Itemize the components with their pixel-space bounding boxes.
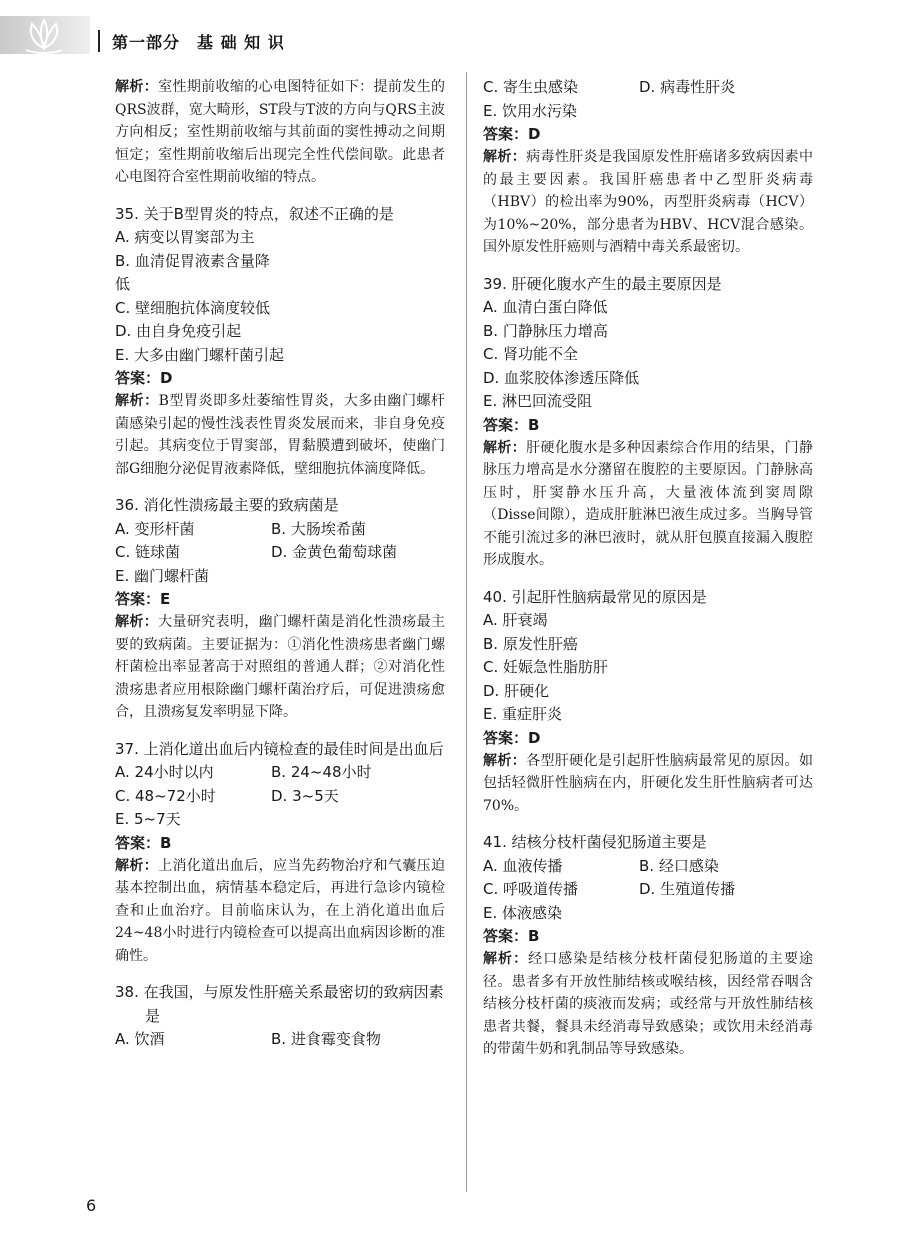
explanation-label: 解析： (483, 439, 527, 456)
explanation-label: 解析： (483, 752, 527, 769)
option-row (483, 390, 813, 414)
explanation-text: 病毒性肝炎是我国原发性肝癌诸多致病因素中的最主要因素。我国肝癌患者中乙型肝炎病毒（HBV）的检出率为90%，丙型肝炎病毒（HCV）为10%~20%，部分患者为HBV、HCV混合感染。国外原发性肝癌则与酒精中毒关系最密切。 (483, 149, 814, 255)
answer: 答案：B (483, 927, 540, 945)
option: D. 3~5天 (271, 786, 339, 805)
option-row (115, 518, 445, 542)
option: D. 由自身免疫引起 (115, 322, 242, 340)
question-41 (483, 831, 813, 1061)
option-row (483, 902, 813, 926)
option: A. 变形杆菌 (115, 519, 195, 538)
logo-band (0, 16, 90, 54)
section-title: 第一部分 基 础 知 识 (112, 33, 285, 52)
option-row (483, 320, 813, 344)
explanation-block (115, 855, 445, 968)
option-row (483, 878, 813, 902)
option-row (115, 226, 445, 250)
option-row (115, 761, 445, 785)
question-stem: 35. 关于B型胃炎的特点，叙述不正确的是 (115, 204, 394, 223)
option-row (115, 1028, 445, 1052)
options (483, 855, 813, 926)
explanation-block (115, 76, 445, 189)
options (115, 226, 445, 367)
option-row (483, 855, 813, 879)
question-37 (115, 738, 445, 968)
question-36 (115, 494, 445, 724)
answer: 答案：B (115, 833, 172, 852)
explanation-text: 大量研究表明，幽门螺杆菌是消化性溃疡最主要的致病菌。主要证据为：①消化性溃疡患者幽门螺杆菌检出率显著高于对照组的普通人群；②对消化性溃疡患者应用根除幽门螺杆菌治疗后，可促进溃疡愈合，且溃疡复发率明显下降。 (115, 614, 446, 720)
answer: 答案：D (483, 125, 541, 143)
explanation-text: B型胃炎即多灶萎缩性胃炎，大多由幽门螺杆菌感染引起的慢性浅表性胃炎发展而来，非自身免疫引起。其病变位于胃窦部，胃黏膜遭到破坏，使幽门部G细胞分泌促胃液素降低，壁细胞抗体滴度降低。 (115, 393, 446, 477)
option-row (483, 656, 813, 680)
question-stem: 39. 肝硬化腹水产生的最主要原因是 (483, 274, 722, 293)
explanation-label: 解析： (483, 149, 527, 165)
explanation-label: 解析： (115, 79, 159, 95)
option: A. 血清白蛋白降低 (483, 298, 608, 316)
question-stem: 38. 在我国，与原发性肝癌关系最密切的致病因素是 (115, 983, 444, 1025)
option: C. 呼吸道传播 (483, 880, 579, 898)
option: C. 链球菌 (115, 543, 181, 561)
option: D. 血浆胶体渗透压降低 (483, 368, 640, 387)
option: E. 5~7天 (115, 810, 181, 828)
options (115, 1028, 445, 1052)
column-divider (466, 72, 467, 1192)
option: D. 肝硬化 (483, 681, 550, 700)
option: B. 24~48小时 (271, 763, 372, 781)
question-40 (483, 586, 813, 818)
explanation-label: 解析： (115, 614, 159, 630)
explanation-label: 解析： (483, 951, 529, 967)
option-row (115, 565, 445, 589)
question-35 (115, 203, 445, 481)
option: A. 血液传播 (483, 856, 563, 875)
page-number: 6 (86, 1196, 97, 1215)
question-stem: 41. 结核分枝杆菌侵犯肠道主要是 (483, 833, 707, 851)
explanation-text: 上消化道出血后，应当先药物治疗和气囊压迫基本控制出血，病情基本稳定后，再进行急诊内镜检查和止血治疗。目前临床认为，在上消化道出血后24~48小时进行内镜检查可以提高出血病因诊断的准确性。 (115, 857, 446, 964)
option: A. 饮酒 (115, 1030, 165, 1048)
header-divider (98, 30, 100, 52)
explanation-block (483, 146, 813, 259)
explanation-label: 解析： (115, 857, 159, 874)
question-39 (483, 273, 813, 572)
option: B. 门静脉压力增高 (483, 321, 608, 340)
question-38 (115, 981, 445, 1052)
explanation-block (483, 948, 813, 1061)
option: A. 肝衰竭 (483, 611, 548, 629)
explanation-text: 各型肝硬化是引起肝性脑病最常见的原因。如包括轻微肝性脑病在内，肝硬化发生肝性脑病者可达70%。 (483, 752, 814, 814)
options (115, 518, 445, 589)
option: E. 饮用水污染 (483, 101, 578, 120)
option: D. 生殖道传播 (639, 880, 736, 898)
options (483, 76, 813, 123)
question-38-continued (483, 76, 813, 259)
answer: 答案：E (115, 590, 171, 608)
option-row (115, 785, 445, 809)
question-stem: 40. 引起肝性脑病最常见的原因是 (483, 587, 707, 606)
options (483, 296, 813, 414)
option-row (115, 541, 445, 565)
explanation-text: 经口感染是结核分枝杆菌侵犯肠道的主要途径。患者多有开放性肺结核或喉结核，因经常吞咽含结核分枝杆菌的痰液而发病；或经常与开放性肺结核患者共餐，餐具未经消毒导致感染；或饮用未经消毒的带菌牛奶和乳制品等导致感染。 (483, 951, 814, 1057)
option: C. 肾功能不全 (483, 345, 579, 363)
option: A. 24小时以内 (115, 763, 214, 781)
option: B. 进食霉变食物 (271, 1030, 381, 1048)
question-stem: 36. 消化性溃疡最主要的致病菌是 (115, 496, 339, 514)
option: C. 寄生虫感染 (483, 78, 579, 96)
option-row (483, 76, 813, 100)
option: B. 大肠埃希菌 (271, 519, 366, 538)
answer: 答案：D (483, 728, 541, 747)
lotus-logo-icon (18, 14, 70, 56)
explanation-label: 解析： (115, 393, 159, 409)
option: B. 原发性肝癌 (483, 634, 578, 653)
option-row (483, 367, 813, 391)
option-row (483, 609, 813, 633)
option-row (115, 250, 445, 297)
left-column (115, 76, 445, 1052)
option: B. 血清促胃液素含量降低 (115, 251, 270, 293)
option: E. 体液感染 (483, 903, 563, 922)
option-row (483, 633, 813, 657)
options (483, 609, 813, 727)
option-row (115, 344, 445, 368)
option-row (483, 296, 813, 320)
option-row (483, 100, 813, 124)
option: C. 妊娠急性脂肪肝 (483, 658, 609, 676)
explanation-block (483, 437, 813, 572)
option-row (483, 703, 813, 727)
option-row (483, 343, 813, 367)
answer: 答案：B (483, 415, 540, 434)
option: E. 大多由幽门螺杆菌引起 (115, 345, 285, 364)
option: B. 经口感染 (639, 856, 719, 875)
page-header (0, 0, 900, 70)
explanation-block (115, 390, 445, 480)
question-stem: 37. 上消化道出血后内镜检查的最佳时间是出血后 (115, 739, 444, 758)
right-column (483, 76, 813, 1061)
option-row (115, 808, 445, 832)
option-row (115, 297, 445, 321)
explanation-text: 室性期前收缩的心电图特征如下：提前发生的QRS波群，宽大畸形，ST段与T波的方向与QRS主波方向相反；室性期前收缩与其前面的窦性搏动之间期恒定；室性期前收缩后出现完全性代偿间歇。此患者心电图符合室性期前收缩的特点。 (115, 79, 446, 185)
option: E. 幽门螺杆菌 (115, 566, 210, 585)
explanation-block (483, 750, 813, 818)
option: D. 病毒性肝炎 (639, 78, 736, 96)
explanation-text: 肝硬化腹水是多种因素综合作用的结果，门静脉压力增高是水分潴留在腹腔的主要原因。门静脉高压时，肝窦静水压升高，大量液体流到窦周隙（Disse间隙），造成肝脏淋巴液生成过多。当胸导管不能引流过多的淋巴液时，就从肝包膜直接漏入腹腔形成腹水。 (483, 439, 814, 568)
option: C. 壁细胞抗体滴度较低 (115, 298, 271, 317)
option: E. 淋巴回流受阻 (483, 392, 593, 410)
explanation-block (115, 611, 445, 724)
option: A. 病变以胃窦部为主 (115, 228, 255, 246)
options (115, 761, 445, 832)
option-row (115, 320, 445, 344)
option: E. 重症肝炎 (483, 705, 563, 723)
answer: 答案：D (115, 369, 173, 387)
option-row (483, 680, 813, 704)
option: D. 金黄色葡萄球菌 (271, 543, 398, 561)
option: C. 48~72小时 (115, 786, 216, 805)
